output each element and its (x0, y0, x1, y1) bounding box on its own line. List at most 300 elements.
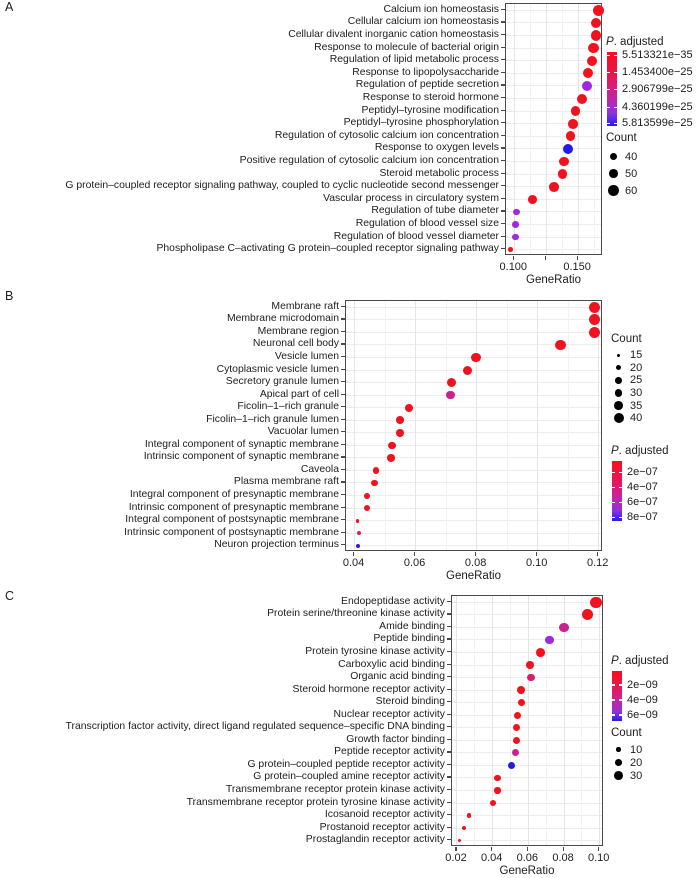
y-axis-label: Ficolin–1–rich granule lumen (206, 413, 339, 425)
padj-legend-label: 2e−07 (627, 466, 658, 479)
y-axis-label: Protein serine/threonine kinase activity (267, 608, 445, 620)
gridline-minor (546, 596, 547, 845)
colorbar-tick (612, 502, 615, 503)
count-dot (616, 365, 621, 370)
y-axis-tick (341, 306, 345, 307)
data-point (373, 467, 380, 474)
y-axis-label: Intrinsic component of presynaptic membrane (128, 501, 339, 513)
count-legend-item (611, 743, 669, 756)
data-point (446, 391, 455, 400)
data-point (512, 221, 519, 228)
gridline-major (514, 4, 515, 254)
y-axis-tick (341, 419, 345, 420)
y-axis-label: G protein–coupled amine receptor activity (253, 771, 445, 783)
y-axis-label: Regulation of cytosolic calcium ion concentration (274, 129, 499, 141)
count-legend-label: 35 (630, 399, 643, 412)
y-axis-label: Membrane region (257, 325, 339, 337)
y-axis-tick (341, 343, 345, 344)
data-point (555, 340, 566, 351)
y-axis-label: Neuron projection terminus (214, 539, 339, 551)
count-legend-item (611, 349, 669, 362)
padj-colorbar (607, 49, 693, 130)
x-axis-tick-label: 0.10 (587, 852, 610, 864)
padj-title-italic: P (611, 655, 619, 667)
padj-legend (611, 444, 669, 524)
legend-C (611, 655, 669, 782)
x-axis-tick-label: 0.150 (563, 261, 591, 273)
x-axis-tick-label: 0.06 (516, 852, 539, 864)
data-point (356, 544, 360, 548)
x-axis-tick (527, 847, 528, 851)
y-axis-tick (447, 626, 451, 627)
padj-legend-label: 2.906799e−25 (622, 83, 693, 96)
gridline-minor (446, 301, 447, 550)
data-point (514, 712, 521, 719)
gridline-horizontal (506, 35, 601, 36)
y-axis-tick (501, 248, 505, 249)
data-point (490, 800, 496, 806)
y-axis-label: Regulation of tube diameter (371, 205, 499, 217)
padj-legend-label: 2e−09 (627, 678, 658, 691)
padj-colorbar (612, 671, 669, 721)
data-point (563, 144, 573, 154)
colorbar-tick (619, 714, 622, 715)
y-axis-label: Intrinsic component of synaptic membrane (143, 451, 339, 463)
gridline-horizontal (506, 174, 601, 175)
x-axis-tick-label: 0.12 (587, 557, 609, 569)
y-axis-label: Cellular calcium ion homeostasis (347, 16, 499, 28)
count-legend-label: 10 (630, 743, 643, 756)
y-axis-tick (501, 147, 505, 148)
data-point (591, 18, 602, 29)
y-axis-label: Apical part of cell (259, 388, 339, 400)
y-axis-label: Secretory granule lumen (225, 376, 339, 388)
colorbar-tick (619, 472, 622, 473)
x-axis-tick (455, 847, 456, 851)
colorbar-tick (607, 107, 610, 108)
data-point (559, 157, 568, 166)
y-axis-label: Steroid hormone receptor activity (292, 683, 445, 695)
padj-title-rest: . adjusted (618, 655, 669, 667)
gridline-horizontal (506, 136, 601, 137)
count-dot-wrap (611, 365, 626, 370)
padj-legend-label: 4.360199e−25 (622, 100, 693, 113)
data-point (494, 775, 500, 781)
x-axis-tick (353, 552, 354, 556)
gridline-major (415, 301, 416, 550)
y-axis-label: Plasma membrane raft (233, 476, 339, 488)
padj-title-italic: P (611, 444, 619, 457)
data-point (588, 43, 598, 53)
padj-legend-label: 5.813599e−25 (622, 117, 693, 130)
data-point (589, 302, 600, 313)
gridline-minor (568, 301, 569, 550)
count-legend-item (611, 399, 669, 412)
y-axis-tick (341, 469, 345, 470)
count-legend-item (606, 165, 664, 182)
y-axis-label: Organic acid binding (350, 671, 445, 683)
y-axis-tick (447, 789, 451, 790)
y-axis-tick (341, 519, 345, 520)
y-axis-label: Steroid binding (375, 696, 445, 708)
gridline-horizontal (506, 48, 601, 49)
data-point (513, 209, 520, 216)
y-axis-label: Vascular process in circulatory system (323, 192, 499, 204)
y-axis-label: Endopeptidase activity (341, 595, 445, 607)
colorbar-tick (614, 107, 617, 108)
padj-legend-title (606, 36, 664, 48)
y-axis-tick (447, 802, 451, 803)
panel-label-C: C (5, 589, 15, 603)
y-axis-tick (501, 210, 505, 211)
y-axis-label: Vesicle lumen (274, 350, 339, 362)
count-dot-wrap (611, 759, 626, 766)
y-axis-label: Regulation of blood vessel size (355, 218, 499, 229)
y-axis-tick (501, 59, 505, 60)
count-dot-wrap (611, 354, 626, 357)
colorbar-tick (619, 684, 622, 685)
gridline-horizontal (506, 199, 601, 200)
padj-legend (606, 36, 693, 130)
padj-legend-title (611, 445, 669, 457)
count-legend-label: 50 (625, 167, 638, 180)
plot-area-B (345, 300, 602, 551)
gridline-minor (510, 596, 511, 845)
colorbar-tick (612, 699, 615, 700)
data-point (364, 505, 370, 511)
count-legend-item (611, 412, 669, 425)
gridline-horizontal (506, 148, 601, 149)
padj-legend (611, 655, 669, 721)
padj-legend-label: 8e−07 (627, 511, 658, 524)
count-legend-item (611, 362, 669, 375)
count-dot-wrap (606, 153, 621, 160)
data-point (527, 674, 535, 682)
colorbar-tick (614, 55, 617, 56)
x-axis-tick (491, 847, 492, 851)
count-dot (616, 747, 621, 752)
gridline-minor (530, 4, 531, 254)
x-axis-tick-label: 0.100 (499, 261, 528, 273)
gridline-minor (594, 4, 595, 254)
y-axis-tick (501, 135, 505, 136)
x-axis-tick (536, 552, 537, 556)
x-axis-tick-label: 0.10 (525, 557, 548, 569)
colorbar-tick (614, 72, 617, 73)
x-axis-tick-label: 0.08 (552, 852, 574, 864)
padj-colorbar (612, 461, 669, 524)
y-axis-label: Response to steroid hormone (362, 92, 499, 103)
gridline-horizontal (506, 237, 601, 238)
y-axis-tick (447, 764, 451, 765)
y-axis-tick (501, 160, 505, 161)
data-point (536, 648, 545, 657)
colorbar-gradient (607, 52, 617, 126)
padj-legend-label: 6e−07 (627, 496, 658, 509)
y-axis-label: Caveola (300, 463, 339, 475)
count-dot-wrap (611, 771, 626, 780)
colorbar-tick (612, 487, 615, 488)
data-point (526, 661, 534, 669)
count-legend-label: 30 (630, 387, 643, 400)
y-axis-label: Nuclear receptor activity (333, 708, 445, 720)
plot-area-C (451, 595, 603, 846)
y-axis-tick (341, 331, 345, 332)
y-axis-tick (341, 494, 345, 495)
x-axis-tick (598, 847, 599, 851)
padj-legend-label: 4e−09 (627, 693, 658, 706)
data-point (447, 378, 456, 387)
colorbar-tick (612, 714, 615, 715)
y-axis-tick (341, 481, 345, 482)
y-axis-tick (447, 726, 451, 727)
data-point (591, 30, 602, 41)
colorbar-tick (619, 487, 622, 488)
y-axis-label: Cellular divalent inorganic cation homeostasis (288, 29, 499, 40)
data-point (545, 636, 554, 645)
count-legend-label: 40 (625, 150, 638, 163)
x-axis-tick-label: 0.04 (480, 852, 503, 864)
y-axis-tick (341, 544, 345, 545)
gridline-minor (507, 301, 508, 550)
gridline-minor (581, 596, 582, 845)
gridline-major (476, 301, 477, 550)
gridline-horizontal (506, 161, 601, 162)
y-axis-label: Peptide receptor activity (334, 746, 445, 758)
data-point (559, 623, 568, 632)
colorbar-tick (612, 472, 615, 473)
y-axis-tick (341, 444, 345, 445)
padj-legend-label: 4e−07 (627, 481, 658, 494)
padj-legend-title (611, 655, 669, 667)
y-axis-label: Carboxylic acid binding (338, 658, 445, 670)
y-axis-label: Growth factor binding (346, 733, 445, 745)
count-dot (615, 377, 622, 384)
gridline-major (537, 301, 538, 550)
y-axis-label: Response to oxygen levels (374, 142, 499, 154)
gridline-major (528, 596, 529, 845)
y-axis-label: Integral component of presynaptic membrane (129, 489, 339, 501)
x-axis-tick (414, 552, 415, 556)
count-legend (611, 333, 669, 425)
data-point (587, 56, 597, 66)
padj-legend-label: 1.453400e−25 (622, 66, 693, 79)
data-point (364, 493, 370, 499)
data-point (388, 442, 395, 449)
panel-label-A: A (5, 0, 14, 14)
colorbar-tick (614, 89, 617, 90)
data-point (494, 787, 500, 793)
count-legend-title: Count (606, 132, 637, 144)
y-axis-tick (501, 72, 505, 73)
y-axis-tick (447, 676, 451, 677)
data-point (405, 404, 413, 412)
y-axis-label: Peptidyl–tyrosine phosphorylation (343, 117, 499, 129)
y-axis-label: Ficolin–1–rich granule (237, 401, 339, 413)
y-axis-label: Integral component of postsynaptic membrane (125, 514, 339, 526)
count-legend-item (606, 148, 664, 165)
x-axis-tick-label: 0.06 (403, 557, 426, 569)
y-axis-tick (447, 613, 451, 614)
y-axis-label: Transcription factor activity, direct ligand regulated sequence–specific DNA binding (65, 721, 445, 733)
y-axis-label: G protein–coupled receptor signaling pathway, coupled to cyclic nucleotide second messenger (65, 180, 499, 192)
data-point (458, 839, 461, 842)
gridline-horizontal (506, 211, 601, 212)
padj-title-rest: . adjusted (618, 444, 669, 457)
data-point (582, 81, 592, 91)
x-axis-tick-label: 0.04 (342, 557, 365, 569)
y-axis-label: Membrane raft (271, 300, 339, 312)
y-axis-label: Positive regulation of cytosolic calcium ion concentration (239, 155, 499, 166)
count-dot (617, 354, 620, 357)
count-legend-label: 30 (630, 769, 643, 782)
data-point (589, 327, 600, 338)
x-axis-tick (545, 256, 546, 260)
gridline-horizontal (506, 123, 601, 124)
y-axis-label: Amide binding (379, 620, 445, 632)
gridline-minor (385, 301, 386, 550)
y-axis-label: Integral component of synaptic membrane (144, 438, 339, 450)
data-point (528, 195, 537, 204)
data-point (512, 234, 519, 241)
data-point (589, 314, 600, 325)
data-point (371, 480, 378, 487)
y-axis-tick (501, 21, 505, 22)
data-point (593, 5, 604, 16)
y-axis-tick (501, 236, 505, 237)
y-axis-label: Calcium ion homeostasis (383, 3, 499, 15)
data-point (513, 724, 520, 731)
colorbar-tick (619, 699, 622, 700)
y-axis-label: Response to molecule of bacterial origin (314, 41, 499, 53)
gridline-major (564, 596, 565, 845)
data-point (513, 737, 520, 744)
gridline-major (598, 301, 599, 550)
y-axis-label: Steroid metabolic process (379, 167, 499, 179)
data-point (356, 519, 360, 523)
y-axis-label: Peptidyl–tyrosine modification (361, 104, 499, 116)
data-point (508, 762, 515, 769)
x-axis-tick (597, 552, 598, 556)
data-point (396, 416, 404, 424)
x-axis-tick (577, 256, 578, 260)
count-legend-title: Count (611, 727, 642, 739)
y-axis-tick (501, 84, 505, 85)
data-point (387, 454, 394, 461)
data-point (582, 609, 593, 620)
count-legend-item (611, 374, 669, 387)
count-legend-label: 40 (630, 412, 643, 425)
gridline-major (599, 596, 600, 845)
data-point (357, 531, 361, 535)
colorbar-tick (612, 684, 615, 685)
y-axis-tick (447, 664, 451, 665)
count-legend-title: Count (611, 333, 642, 345)
colorbar-tick (619, 517, 622, 518)
y-axis-tick (341, 431, 345, 432)
y-axis-label: Response to lipopolysaccharide (352, 66, 499, 78)
y-axis-tick (341, 507, 345, 508)
gridline-horizontal (506, 10, 601, 11)
y-axis-label: Phospholipase C–activating G protein–coupled receptor signaling pathway (156, 243, 499, 255)
data-point (568, 119, 578, 129)
y-axis-tick (341, 456, 345, 457)
y-axis-tick (501, 198, 505, 199)
gridline-major (492, 596, 493, 845)
gridline-major (546, 4, 547, 254)
count-legend-item (611, 769, 669, 782)
x-axis-tick-label: 0.02 (445, 852, 467, 864)
data-point (467, 813, 471, 817)
y-axis-label: Prostaglandin receptor activity (305, 834, 445, 846)
count-legend-item (606, 182, 664, 199)
y-axis-tick (341, 532, 345, 533)
y-axis-tick (447, 601, 451, 602)
y-axis-tick (341, 394, 345, 395)
data-point (571, 106, 581, 116)
y-axis-label: G protein–coupled peptide receptor activity (247, 758, 445, 770)
colorbar-tick (607, 89, 610, 90)
legend-B (611, 333, 669, 527)
data-point (396, 429, 404, 437)
data-point (549, 182, 559, 192)
count-dot-wrap (611, 413, 626, 423)
data-point (517, 686, 525, 694)
y-axis-label: Transmembrane receptor protein tyrosine kinase activity (186, 796, 445, 808)
data-point (590, 597, 601, 608)
data-point (471, 353, 480, 362)
count-legend-label: 60 (625, 184, 638, 197)
count-dot-wrap (611, 401, 626, 410)
count-legend-item (611, 756, 669, 769)
count-dot (615, 389, 623, 397)
count-dot-wrap (611, 747, 626, 752)
padj-legend-label: 5.513321e−35 (622, 49, 693, 62)
padj-title-rest: . adjusted (613, 36, 664, 48)
gridline-minor (562, 4, 563, 254)
data-point (566, 131, 576, 141)
padj-legend-label: 6e−09 (627, 708, 658, 721)
count-legend-item (611, 387, 669, 400)
plot-area-A (505, 3, 602, 255)
y-axis-label: Protein tyrosine kinase activity (305, 645, 445, 657)
data-point (577, 94, 587, 104)
y-axis-tick (341, 356, 345, 357)
gridline-horizontal (506, 111, 601, 112)
count-dot-wrap (606, 169, 621, 178)
colorbar-tick (607, 55, 610, 56)
y-axis-tick (501, 34, 505, 35)
y-axis-label: Neuronal cell body (252, 338, 339, 350)
y-axis-tick (501, 97, 505, 98)
y-axis-tick (447, 814, 451, 815)
colorbar-tick (614, 123, 617, 124)
data-point (463, 366, 472, 375)
count-legend-label: 20 (630, 361, 643, 374)
y-axis-tick (501, 122, 505, 123)
gridline-major (354, 301, 355, 550)
y-axis-label: Peptide binding (373, 633, 445, 645)
x-axis-tick-label: 0.08 (464, 557, 487, 569)
y-axis-tick (447, 638, 451, 639)
y-axis-tick (501, 47, 505, 48)
x-axis-tick (563, 847, 564, 851)
count-dot (609, 169, 618, 178)
count-dot (610, 153, 617, 160)
count-dot-wrap (611, 377, 626, 384)
y-axis-tick (341, 369, 345, 370)
y-axis-label: Regulation of blood vessel diameter (333, 230, 499, 242)
